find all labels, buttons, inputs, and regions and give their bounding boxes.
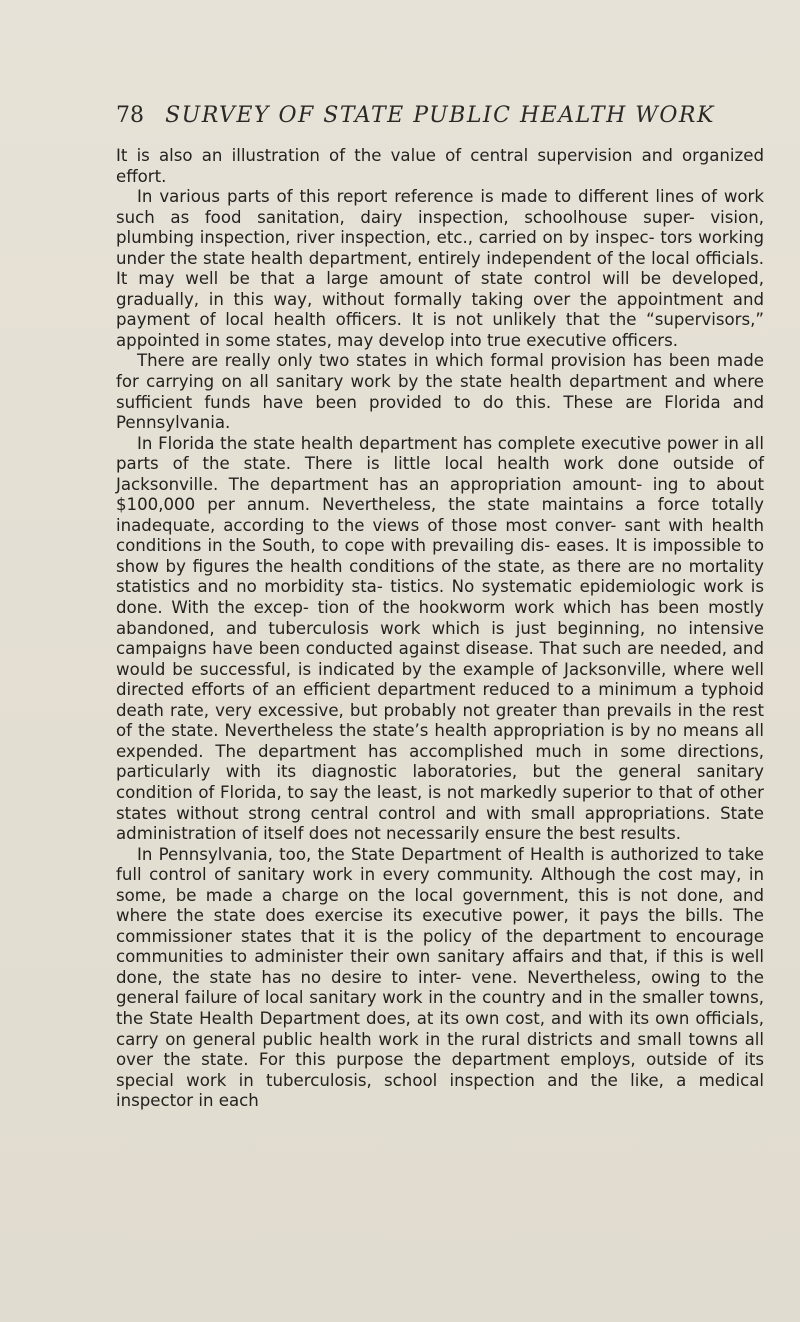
page-number: 78 — [116, 103, 144, 128]
body-text — [116, 146, 764, 1112]
paragraph: In Florida the state health department has complete executive power in all parts of the state. There is little local health work done outside of Jacksonville. The department has an appropriation amount- ing to about $100,000 per annum. Nevertheless, the state maintains a force totally inadequate, according to the views of those most conver- sant with health conditions in the South, to cope with prevailing dis- eases. It is impossible to show by figures the health conditions of the state, as there are no mortality statistics and no morbidity sta- tistics. No systematic epidemiologic work is done. With the excep- tion of the hookworm work which has been mostly abandoned, and tuberculosis work which is just beginning, no intensive campaigns have been conducted against disease. That such are needed, and would be successful, is indicated by the example of Jacksonville, where well directed efforts of an efficient department reduced to a minimum a typhoid death rate, very excessive, but probably not greater than prevails in the rest of the state. Nevertheless the state’s health appropriation is by no means all expended. The department has accomplished much in some directions, particularly with its diagnostic laboratories, but the general sanitary condition of Florida, to say the least, is not markedly superior to that of other states without strong central control and with small appropriations. State administration of itself does not necessarily ensure the best results. — [116, 433, 764, 844]
paragraph: In Pennsylvania, too, the State Department of Health is authorized to take full control of sanitary work in every community. Although the cost may, in some, be made a charge on the local government, this is not done, and where the state does exercise its executive power, it pays the bills. The commissioner states that it is the policy of the department to encourage communities to administer their own sanitary affairs and that, if this is well done, the state has no desire to inter- vene. Nevertheless, owing to the general failure of local sanitary work in the country and in the smaller towns, the State Health Department does, at its own cost, and with its own officials, carry on general public health work in the rural districts and small towns all over the state. For this purpose the department employs, outside of its special work in tuberculosis, school inspection and the like, a medical inspector in each — [116, 844, 764, 1111]
paragraph: There are really only two states in which formal provision has been made for carrying on all sanitary work by the state health department and where sufficient funds have been provided to do this. These are Florida and Pennsylvania. — [116, 351, 764, 433]
paragraph: It is also an illustration of the value of central supervision and organized effort. — [116, 146, 764, 186]
page-header — [116, 103, 756, 133]
running-head: SURVEY OF STATE PUBLIC HEALTH WORK — [165, 103, 715, 128]
paragraph: In various parts of this report reference is made to different lines of work such as food sanitation, dairy inspection, schoolhouse super- vision, plumbing inspection, river inspection, etc., carried on by inspec- tors working under the state health department, entirely independent of the local officials. It may well be that a large amount of state control will be developed, gradually, in this way, without formally taking over the appointment and payment of local health officers. It is not unlikely that the “supervisors,” appointed in some states, may develop into true executive officers. — [116, 187, 764, 350]
